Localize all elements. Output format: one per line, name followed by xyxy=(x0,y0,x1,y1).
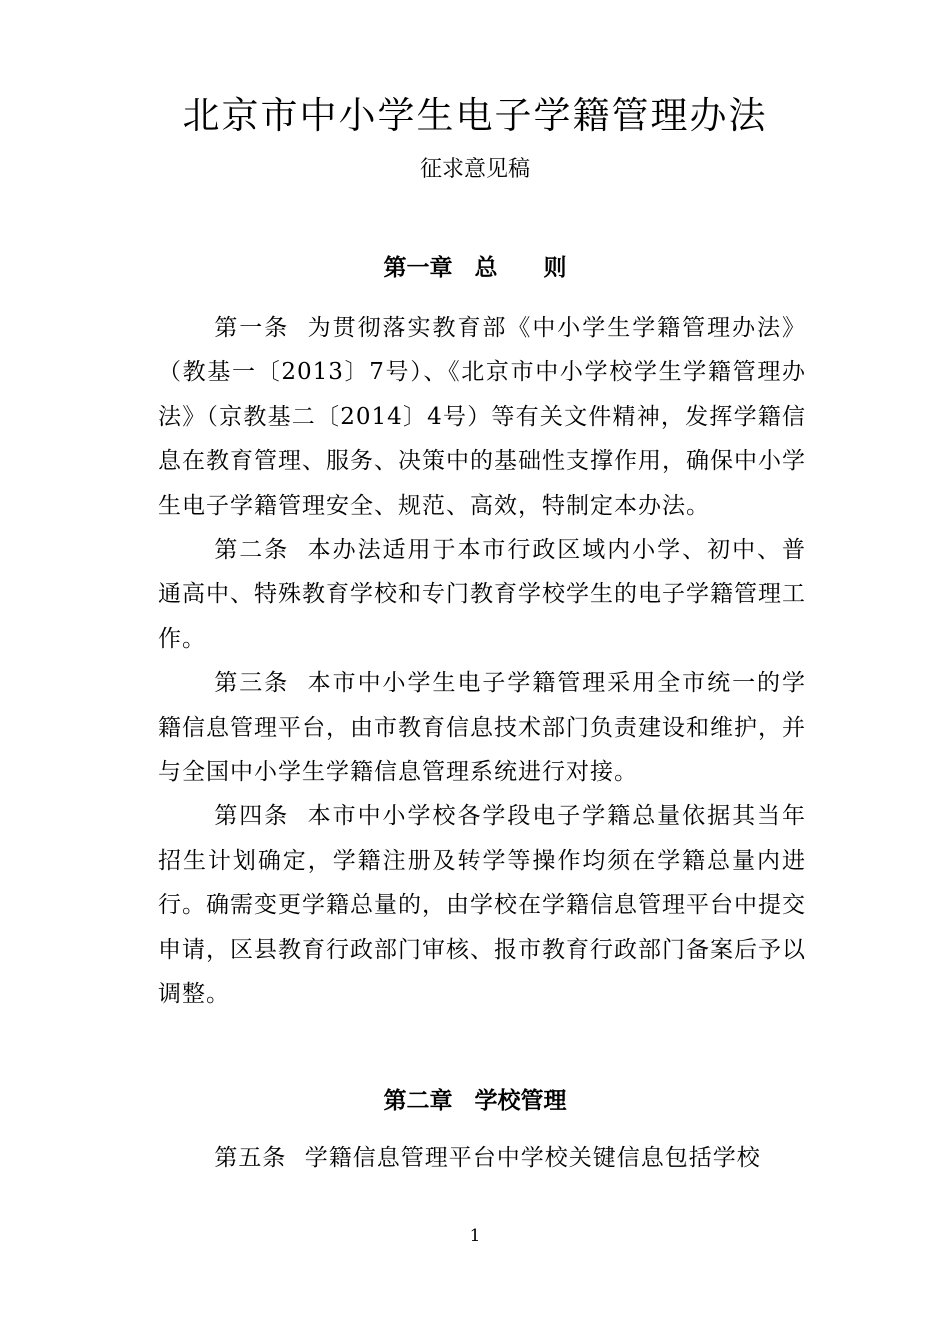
chapter-label: 第一章 xyxy=(383,255,453,281)
chapter-1-body xyxy=(158,306,806,1017)
chapter-heading-1 xyxy=(0,250,950,286)
article-label: 第二条 xyxy=(214,537,290,564)
document-title: 北京市中小学生电子学籍管理办法 xyxy=(182,94,768,137)
article-label: 第五条 xyxy=(214,1145,287,1171)
page-number: 1 xyxy=(469,1226,481,1246)
article-label: 第四条 xyxy=(214,803,290,830)
article-text: 为贯彻落实教育部《中小学生学籍管理办法》（教基一〔2013〕7号）、《北京市中小学校学生学籍管理办法》（京教基二〔2014〕4号）等有关文件精神，发挥学籍信息在教育管理、服务、决策中的基础性支撑作用，确保中小学生电子学籍管理安全、规范、高效，特制定本办法。 xyxy=(158,315,807,519)
article-4 xyxy=(158,794,806,1016)
article-3 xyxy=(158,661,806,794)
article-2 xyxy=(158,528,806,661)
article-text: 本市中小学生电子学籍管理采用全市统一的学籍信息管理平台，由市教育信息技术部门负责建设和维护，并与全国中小学生学籍信息管理系统进行对接。 xyxy=(158,670,807,786)
article-label: 第三条 xyxy=(214,670,290,697)
chapter-name-part: 则 xyxy=(543,255,567,281)
article-text: 本市中小学校各学段电子学籍总量依据其当年招生计划确定，学籍注册及转学等操作均须在学籍总量内进行。确需变更学籍总量的，由学校在学籍信息管理平台中提交申请，区县教育行政部门审核、报市教育行政部门备案后予以调整。 xyxy=(158,803,807,1008)
article-5 xyxy=(158,1136,806,1180)
article-label: 第一条 xyxy=(214,315,290,341)
article-text: 学籍信息管理平台中学校关键信息包括学校 xyxy=(304,1145,761,1171)
chapter-name: 学校管理 xyxy=(474,1088,567,1114)
document-subtitle: 征求意见稿 xyxy=(419,157,530,182)
article-1 xyxy=(158,306,806,528)
chapter-heading-2 xyxy=(0,1083,950,1119)
article-text: 本办法适用于本市行政区域内小学、初中、普通高中、特殊教育学校和专门教育学校学生的电子学籍管理工作。 xyxy=(158,537,807,652)
chapter-2-body xyxy=(158,1136,806,1180)
chapter-label: 第二章 xyxy=(383,1088,453,1114)
chapter-name-part: 总 xyxy=(474,255,498,281)
